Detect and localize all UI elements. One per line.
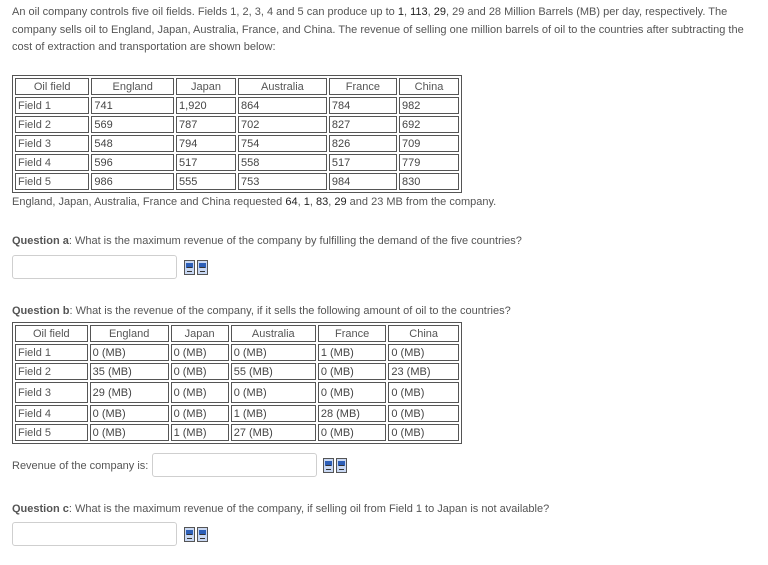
question-b-tools: [323, 458, 347, 473]
question-a-text: : What is the maximum revenue of the company by fulfilling the demand of the five countries?: [68, 235, 522, 247]
cell: 0 (MB): [171, 382, 229, 403]
row-header: Field 3: [15, 382, 88, 403]
spreadsheet-icon[interactable]: [184, 260, 195, 275]
cell: 0 (MB): [388, 424, 459, 441]
table-row: [15, 116, 459, 133]
calculator-icon[interactable]: [197, 260, 208, 275]
cell: 1 (MB): [231, 405, 316, 422]
table-row: [15, 363, 459, 380]
cell: 27 (MB): [231, 424, 316, 441]
cell: 692: [399, 116, 459, 133]
row-header: Field 2: [15, 363, 88, 380]
cell: 1 (MB): [318, 344, 387, 361]
cell: 0 (MB): [171, 405, 229, 422]
demand-2: 1: [303, 196, 310, 208]
sep: ,: [427, 6, 434, 18]
cell: 23 (MB): [388, 363, 459, 380]
cell: 830: [399, 173, 459, 190]
row-header: Field 1: [15, 97, 89, 114]
cell: 784: [329, 97, 397, 114]
cell: 1 (MB): [171, 424, 229, 441]
cell: 709: [399, 135, 459, 152]
cell: 864: [238, 97, 327, 114]
revenue-table-header: [15, 78, 459, 95]
row-header: Field 5: [15, 173, 89, 190]
question-c-text: : What is the maximum revenue of the company, if selling oil from Field 1 to Japan is not available?: [68, 503, 550, 515]
problem-statement: [12, 4, 760, 57]
cell: 517: [176, 154, 236, 171]
question-b-text: : What is the revenue of the company, if it sells the following amount of oil to the countries?: [69, 305, 511, 317]
question-c: [12, 503, 549, 515]
cell: 0 (MB): [90, 405, 169, 422]
row-header: Field 4: [15, 154, 89, 171]
cell: 0 (MB): [90, 344, 169, 361]
cell: 779: [399, 154, 459, 171]
header-cell: England: [90, 325, 169, 342]
cell: 0 (MB): [171, 344, 229, 361]
sep: ,: [297, 196, 304, 208]
cell: 28 (MB): [318, 405, 387, 422]
question-a-tools: [184, 260, 208, 275]
question-a: [12, 235, 522, 247]
calculator-icon[interactable]: [336, 458, 347, 473]
calculator-icon[interactable]: [197, 527, 208, 542]
cell: 555: [176, 173, 236, 190]
header-cell: Oil field: [15, 78, 89, 95]
cell: 0 (MB): [231, 344, 316, 361]
cell: 0 (MB): [90, 424, 169, 441]
question-a-answer-input[interactable]: [12, 255, 177, 279]
header-cell: France: [329, 78, 397, 95]
row-header: Field 5: [15, 424, 88, 441]
demand-4: 29: [334, 196, 347, 208]
demand-statement: [12, 196, 496, 208]
question-c-answer-input[interactable]: [12, 522, 177, 546]
question-b-label: Question b: [12, 305, 70, 317]
demand-text-1: England, Japan, Australia, France and China requested: [12, 196, 286, 208]
cell: 29 (MB): [90, 382, 169, 403]
cell: 0 (MB): [171, 363, 229, 380]
cell: 517: [329, 154, 397, 171]
cell: 548: [91, 135, 174, 152]
revenue-table: [12, 75, 462, 193]
cell: 982: [399, 97, 459, 114]
capacity-3: 29: [433, 6, 446, 18]
sep: ,: [309, 196, 316, 208]
table-row: [15, 382, 459, 403]
header-cell: China: [399, 78, 459, 95]
table-row: [15, 154, 459, 171]
cell: 754: [238, 135, 327, 152]
capacity-1: 1: [397, 6, 404, 18]
cell: 0 (MB): [318, 424, 387, 441]
question-c-tools: [184, 527, 208, 542]
header-cell: Australia: [231, 325, 316, 342]
table-row: [15, 97, 459, 114]
capacity-2: 113: [410, 6, 428, 18]
cell: 1,920: [176, 97, 236, 114]
cell: 35 (MB): [90, 363, 169, 380]
header-cell: China: [388, 325, 459, 342]
cell: 984: [329, 173, 397, 190]
row-header: Field 3: [15, 135, 89, 152]
row-header: Field 4: [15, 405, 88, 422]
demand-text-2: and 23 MB from the company.: [346, 196, 497, 208]
question-b: [12, 305, 511, 317]
question-b-answer-input[interactable]: [152, 453, 317, 477]
cell: 753: [238, 173, 327, 190]
cell: 827: [329, 116, 397, 133]
cell: 0 (MB): [388, 405, 459, 422]
table-row: [15, 344, 459, 361]
spreadsheet-icon[interactable]: [184, 527, 195, 542]
demand-1: 64: [285, 196, 298, 208]
header-cell: France: [318, 325, 387, 342]
cell: 702: [238, 116, 327, 133]
cell: 0 (MB): [388, 344, 459, 361]
cell: 0 (MB): [388, 382, 459, 403]
table-row: [15, 405, 459, 422]
row-header: Field 1: [15, 344, 88, 361]
header-cell: Japan: [176, 78, 236, 95]
cell: 986: [91, 173, 174, 190]
table-row: [15, 424, 459, 441]
header-cell: Oil field: [15, 325, 88, 342]
intro-text-2: , 29 and 28 Million Barrels (MB) per day, respectively. The company sells oil to England, Japan, Australia, France, and China. The revenue of selling one million barrels of oil to the countries after subtracting the cost of extraction and transportation are shown below:: [12, 6, 744, 53]
question-c-label: Question c: [12, 503, 69, 515]
cell: 741: [91, 97, 174, 114]
cell: 0 (MB): [318, 382, 387, 403]
question-a-label: Question a: [12, 235, 69, 247]
cell: 558: [238, 154, 327, 171]
header-cell: England: [91, 78, 174, 95]
cell: 569: [91, 116, 174, 133]
cell: 596: [91, 154, 174, 171]
spreadsheet-icon[interactable]: [323, 458, 334, 473]
sep: ,: [328, 196, 335, 208]
cell: 0 (MB): [231, 382, 316, 403]
sales-table-header: [15, 325, 459, 342]
row-header: Field 2: [15, 116, 89, 133]
intro-text-1: An oil company controls five oil fields. Fields 1, 2, 3, 4 and 5 can produce up to: [12, 6, 398, 18]
sep: ,: [403, 6, 411, 18]
revenue-label: Revenue of the company is:: [12, 460, 149, 472]
table-row: [15, 135, 459, 152]
cell: 794: [176, 135, 236, 152]
cell: 0 (MB): [318, 363, 387, 380]
sales-table: [12, 322, 462, 444]
cell: 55 (MB): [231, 363, 316, 380]
demand-3: 83: [315, 196, 329, 208]
header-cell: Australia: [238, 78, 327, 95]
header-cell: Japan: [171, 325, 229, 342]
cell: 826: [329, 135, 397, 152]
table-row: [15, 173, 459, 190]
cell: 787: [176, 116, 236, 133]
